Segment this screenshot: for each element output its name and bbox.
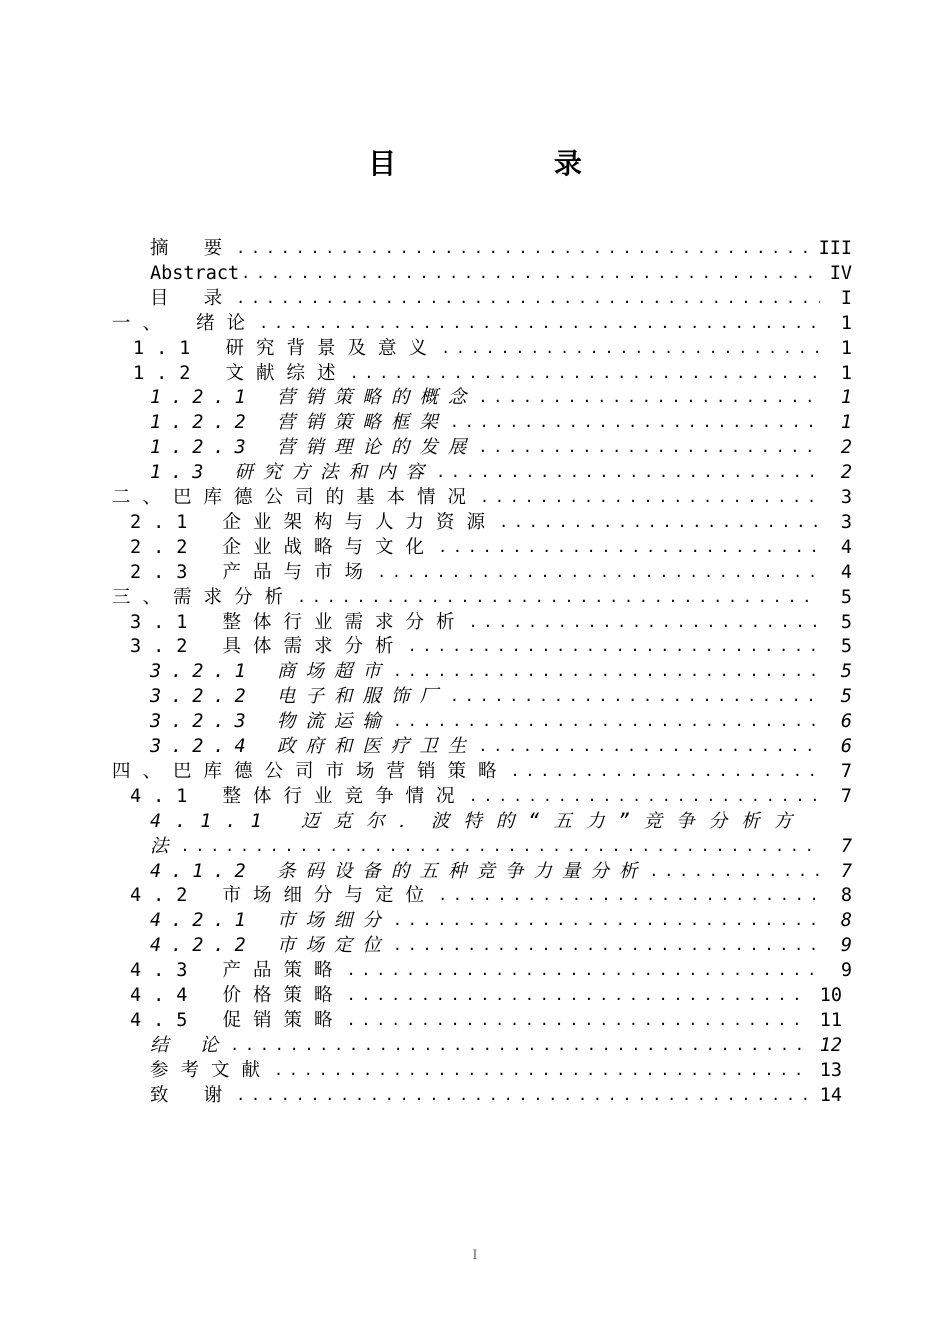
toc-entry[interactable] (0, 585, 950, 610)
toc-entry-text: 4.1 整体行业竞争情况 (130, 785, 467, 807)
toc-entry-page: 5 (840, 586, 852, 608)
toc-entry-page: 11 (819, 1009, 842, 1031)
toc-entry[interactable] (0, 1058, 950, 1083)
toc-entry-page: 8 (840, 885, 852, 907)
toc-entry[interactable] (0, 1008, 950, 1033)
toc-entry[interactable] (0, 908, 950, 933)
toc-leader-dots (441, 336, 820, 361)
toc-leader-dots (469, 784, 820, 809)
toc-entry-text: 2.2 企业战略与文化 (130, 536, 437, 558)
toc-entry-page: 5 (840, 661, 852, 683)
toc-entry-page: 14 (819, 1084, 842, 1106)
toc-entry-text: 法 (150, 835, 179, 857)
toc-entry-page: 3 (840, 511, 852, 533)
toc-entry[interactable] (0, 709, 950, 734)
toc-leader-dots (347, 958, 820, 983)
toc-leader-dots (236, 286, 820, 311)
toc-entry-text: 摘 要 (150, 238, 235, 259)
toc-entry[interactable] (0, 485, 950, 510)
toc-entry-text: 1.2.2 营销策略框架 (150, 412, 448, 434)
toc-entry-text: 4.3 产品策略 (130, 960, 345, 982)
toc-entry-text: 4.5 促销策略 (130, 1009, 345, 1031)
toc-entry-page: 6 (840, 711, 852, 733)
toc-leader-dots (347, 1008, 810, 1033)
toc-entry[interactable] (0, 385, 950, 410)
toc-entry-page: 3 (840, 487, 852, 508)
toc-entry[interactable] (0, 510, 950, 535)
toc-entry-text: Abstract (150, 262, 240, 284)
toc-leader-dots (393, 908, 820, 933)
toc-entry[interactable] (0, 361, 950, 386)
toc-entry-page: 8 (840, 910, 852, 932)
toc-entry-page: 5 (840, 636, 852, 658)
toc-leader-dots (511, 759, 820, 784)
toc-entry-text: 3.2.2 电子和服饰厂 (150, 686, 448, 708)
toc-entry-page: 7 (840, 860, 852, 882)
toc-entry-page: 10 (819, 985, 842, 1006)
toc-entry-text: 3.2 具体需求分析 (130, 636, 406, 658)
toc-leader-dots (469, 610, 820, 635)
toc-entry-text: 1.3 研究方法和内容 (150, 462, 435, 484)
toc-entry[interactable] (0, 410, 950, 435)
toc-leader-dots (480, 485, 820, 510)
toc-entry-text: 3.2.1 商场超市 (150, 661, 391, 683)
toc-entry-text: 4.2 市场细分与定位 (130, 885, 437, 907)
toc-entry[interactable] (0, 435, 950, 460)
toc-entry-page: 1 (840, 312, 852, 334)
toc-entry-text: 结 论 (150, 1034, 229, 1056)
toc-leader-dots (393, 933, 820, 958)
toc-leader-dots (450, 684, 820, 709)
toc-leader-dots (649, 859, 820, 884)
toc-entry[interactable] (0, 933, 950, 958)
toc-leader-dots (408, 634, 820, 659)
toc-entry[interactable] (0, 859, 950, 884)
toc-entry-page: I (840, 287, 852, 309)
toc-entry[interactable] (0, 759, 950, 784)
toc-entry-page: III (818, 238, 852, 259)
toc-entry[interactable] (0, 560, 950, 585)
toc-entry-text: 4.4 价格策略 (130, 985, 345, 1006)
toc-entry-text: 一、 绪论 (112, 312, 258, 334)
toc-entry-text: 2.3 产品与市场 (130, 561, 376, 583)
toc-entry-page: 6 (840, 736, 852, 757)
toc-entry[interactable] (0, 236, 950, 261)
toc-entry-page: 7 (840, 835, 852, 857)
toc-entry-text: 4.2.2 市场定位 (150, 935, 391, 957)
toc-entry-page: 5 (840, 686, 852, 708)
toc-entry-text: 3.1 整体行业需求分析 (130, 611, 467, 633)
toc-entry-page: IV (829, 262, 852, 284)
toc-entry-text: 2.1 企业架构与人力资源 (130, 511, 498, 533)
toc-entry[interactable] (0, 311, 950, 336)
toc-entry[interactable] (0, 1033, 950, 1058)
page-title: 目 录 (368, 147, 656, 180)
toc-entry-page: 9 (840, 935, 852, 957)
toc-entry[interactable] (0, 634, 950, 659)
toc-entry-page: 1 (840, 337, 852, 359)
toc-leader-dots (241, 261, 820, 286)
toc-leader-dots (350, 361, 820, 386)
toc-entry-text: 三、需求分析 (112, 586, 296, 608)
toc-entry[interactable] (0, 684, 950, 709)
toc-entry-page: 7 (840, 785, 852, 807)
toc-entry-page: 9 (840, 960, 852, 982)
toc-leader-dots (393, 659, 820, 684)
toc-leader-dots (230, 1033, 810, 1058)
toc-entry-page: 4 (840, 561, 852, 583)
toc-entry[interactable] (0, 983, 950, 1008)
page-number: I (472, 1248, 478, 1263)
toc-entry[interactable] (0, 460, 950, 485)
toc-entry-page: 12 (819, 1034, 842, 1056)
toc-entry-text: 4.2.1 市场细分 (150, 910, 391, 932)
toc-leader-dots (499, 510, 820, 535)
toc-leader-dots (181, 834, 820, 859)
toc-entry[interactable] (0, 535, 950, 560)
toc-entry[interactable] (0, 659, 950, 684)
toc-entry-page: 2 (840, 437, 852, 459)
toc-leader-dots (438, 883, 820, 908)
toc-leader-dots (450, 410, 820, 435)
toc-entry-page: 1 (840, 362, 852, 384)
toc-entry[interactable] (0, 286, 950, 311)
toc-entry[interactable] (0, 958, 950, 983)
toc-entry-page: 13 (819, 1059, 842, 1081)
toc-entry-text: 致 谢 (150, 1084, 235, 1106)
toc-entry-text: 4.1.2 条码设备的五种竞争力量分析 (150, 860, 648, 882)
toc-leader-dots (438, 535, 820, 560)
toc-entry-text: 参考文献 (150, 1059, 273, 1081)
toc-entry[interactable] (0, 261, 950, 286)
toc-entry[interactable] (0, 784, 950, 809)
toc-entry-text: 四、巴库德公司市场营销策略 (112, 760, 509, 782)
toc-leader-dots (478, 734, 820, 759)
toc-entry-page: 1 (840, 412, 852, 434)
toc-leader-dots (236, 1083, 810, 1108)
toc-entry-wrapped-heading[interactable] (0, 809, 950, 834)
toc-entry-text: 3.2.4 政府和医疗卫生 (150, 736, 477, 757)
toc-leader-dots (393, 709, 820, 734)
toc-entry-text: 目 录 (150, 287, 235, 309)
toc-entry[interactable] (0, 610, 950, 635)
toc-entry-text: 4.1.1 迈克尔．波特的“五力”竞争分析方 (150, 810, 807, 832)
toc-entry-page: 7 (840, 760, 852, 782)
toc-leader-dots (259, 311, 820, 336)
toc-leader-dots (436, 460, 820, 485)
toc-entry[interactable] (0, 1083, 950, 1108)
toc-entry[interactable] (0, 883, 950, 908)
toc-entry-text: 1.2.3 营销理论的发展 (150, 437, 477, 459)
toc-entry-text: 1.2 文献综述 (133, 362, 348, 384)
toc-entry[interactable] (0, 336, 950, 361)
toc-leader-dots (297, 585, 820, 610)
toc-leader-dots (377, 560, 820, 585)
toc-entry-page: 1 (840, 387, 852, 409)
toc-entry-text: 二、巴库德公司的基本情况 (112, 487, 479, 508)
toc-leader-dots (478, 435, 820, 460)
toc-leader-dots (236, 236, 814, 261)
toc-entry[interactable] (0, 834, 950, 859)
toc-entry-text: 1.2.1 营销策略的概念 (150, 387, 477, 409)
toc-entry-page: 5 (840, 611, 852, 633)
toc-entry-page: 4 (840, 536, 852, 558)
toc-leader-dots (478, 385, 820, 410)
toc-entry-text: 3.2.3 物流运输 (150, 711, 391, 733)
toc-entry-text: 1.1 研究背景及意义 (133, 337, 440, 359)
toc-entry[interactable] (0, 734, 950, 759)
toc-leader-dots (274, 1058, 810, 1083)
toc-leader-dots (347, 983, 810, 1008)
toc-entry-page: 2 (840, 462, 852, 484)
